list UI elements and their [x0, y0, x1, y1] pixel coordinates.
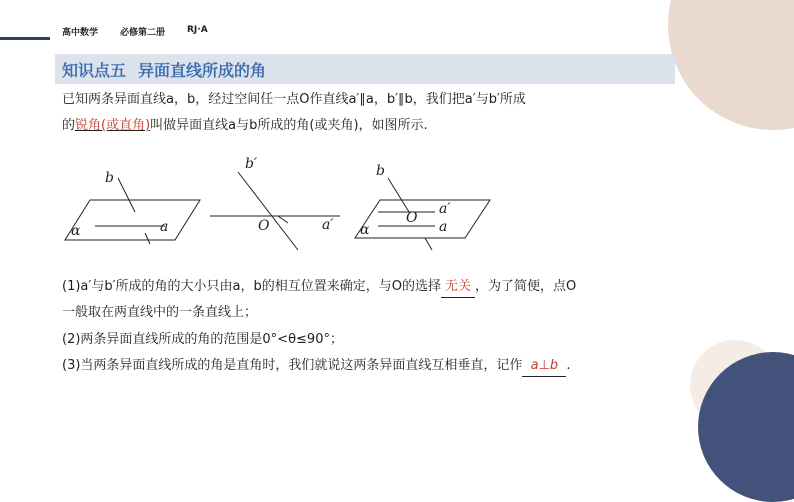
fig2-angle-arc	[278, 216, 288, 223]
note-1-end: ，为了简便，点O	[475, 279, 577, 294]
note-1-start: (1)a′与b′所成的角的大小只由a，b的相互位置来确定，与O的选择	[62, 279, 441, 294]
section-number: 知识点五	[62, 61, 127, 80]
section-name: 异面直线所成的角	[138, 61, 267, 80]
header-book: 必修第二册	[120, 28, 166, 38]
note-3	[62, 356, 571, 377]
fig1-line-b-bottom	[145, 233, 150, 244]
note-2: (2)两条异面直线所成的角的范围是0°<θ≤90°；	[62, 332, 343, 347]
header-subject: 高中数学	[62, 28, 99, 38]
section-title	[62, 58, 278, 81]
definition-line-1: 已知两条异面直线a，b，经过空间任一点O作直线a′∥a，b′∥b，我们把a′与b′所成	[62, 92, 526, 107]
fig1-line-b-top	[118, 178, 135, 212]
note-1-line-2: 一般取在两直线中的一条直线上；	[62, 305, 258, 320]
note-3-answer: a⊥b	[522, 356, 566, 377]
fig2-label-b-prime: b′	[245, 156, 258, 172]
fig3-line-b-bottom	[425, 238, 432, 250]
fig3-label-a: a	[439, 219, 448, 235]
fig3-label-a-prime: a′	[439, 201, 451, 217]
definition-line-2	[62, 116, 428, 136]
decor-circle-top-right	[668, 0, 794, 130]
note-3-end: .	[566, 358, 571, 373]
note-1	[62, 277, 576, 298]
definition-suffix: 叫做异面直线a与b所成的角(或夹角)，如图所示.	[150, 118, 428, 133]
figure-1	[65, 170, 200, 244]
fig1-label-a: a	[160, 219, 169, 235]
figure-2	[210, 156, 340, 250]
fig3-label-b: b	[376, 163, 385, 179]
header-edition: RJ·A	[187, 25, 208, 35]
fig3-plane-alpha	[355, 200, 490, 238]
fig1-label-alpha: α	[71, 223, 81, 239]
fig1-label-b: b	[105, 170, 114, 186]
header-accent-line	[0, 37, 50, 40]
note-1-answer: 无关	[441, 277, 475, 298]
fig3-label-alpha: α	[360, 222, 370, 238]
figure-3	[355, 163, 490, 250]
note-3-start: (3)当两条异面直线所成的角是直角时，我们就说这两条异面直线互相垂直，记作	[62, 358, 523, 373]
definition-prefix: 的	[62, 118, 76, 133]
fig2-label-O: O	[258, 218, 270, 234]
definition-answer: 锐角(或直角)	[75, 118, 151, 133]
skew-lines-figure	[60, 150, 640, 260]
fig3-label-O: O	[406, 210, 418, 226]
fig2-label-a-prime: a′	[322, 217, 334, 233]
fig2-line-b-prime	[238, 172, 298, 250]
fig3-line-b-top	[388, 178, 409, 212]
